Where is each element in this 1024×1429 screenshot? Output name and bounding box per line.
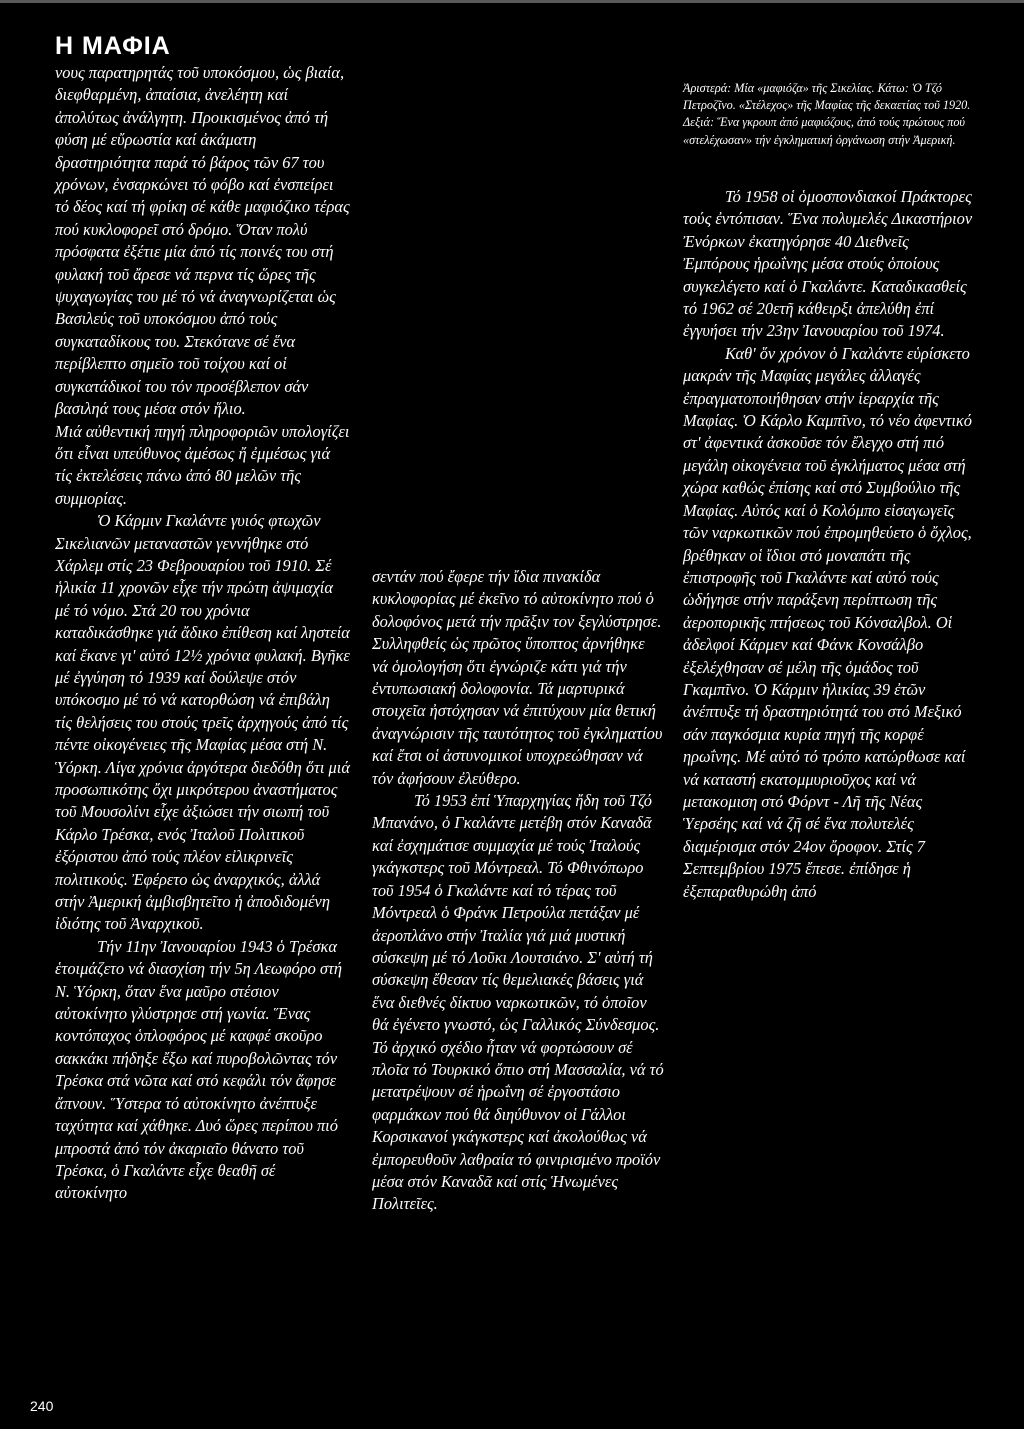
top-rule xyxy=(0,0,1024,3)
article-column-3 xyxy=(683,186,975,903)
paragraph: Τό 1953 ἐπί Ὑπαρχηγίας ἤδη τοῦ Τζό Μπανάνο, ὁ Γκαλάντε μετέβη στόν Καναδᾶ καί ἐσχημάτισε συμμαχία μέ τούς Ἰταλούς γκάγκστερς τοῦ Μόντρεαλ. Τό Φθινόπωρο τοῦ 1954 ὁ Γκαλάντε καί τό τέρας τοῦ Μόντρεαλ ὁ Φράνκ Πετρούλα πετάξαν μέ ἀεροπλάνο στήν Ἰταλία γιά μιά μυστική σύσκεψη μέ τό Λοῦκι Λουτσιάνο. Σ' αὐτή τή σύσκεψη ἔθεσαν τίς θεμελιακές βάσεις γιά ἕνα διεθνές δίκτυο ναρκωτικῶν, τό ὁποῖον θά ἐγένετο γνωστό, ὡς Γαλλικός Σύνδεσμος. Τό ἀρχικό σχέδιο ἦταν νά φορτώσουν σέ πλοῖα τό Τουρκικό ὄπιο στή Μασσαλία, νά τό μετατρέψουν σέ ἡρωΐνη σέ ἐργοστάσιο φαρμάκων πού θά διηύθυνον οἱ Γάλλοι Κορσικανοί γκάγκστερς καί ἀκολούθως νά ἐμπορευθοῦν λαθραία τό φινιρισμένο προϊόν μέσα στόν Καναδᾶ καί στίς Ἡνωμένες Πολιτεῖες. xyxy=(372,791,664,1214)
page-number: 240 xyxy=(30,1398,54,1414)
photo-caption: Ἀριστερά: Μία «μαφιόζα» τῆς Σικελίας. Κάτω: Ὁ Τζό Πετροζῖνο. «Στέλεχος» τῆς Μαφίας τῆς δεκαετίας τοῦ 1920. Δεξιά: Ἕνα γκρουπ ἀπό μαφιόζους, ἀπό τούς πρώτους πού «στελέχωσαν» τήν ἐγκληματική ὀργάνωση στήν Ἀμερική. xyxy=(683,81,971,147)
paragraph: Τό 1958 οἱ ὁμοσπονδιακοί Πράκτορες τούς ἐντόπισαν. Ἕνα πολυμελές Δικαστήριον Ἐνόρκων ἐκατηγόρησε 40 Διεθνεῖς Ἐμπόρους ἡρωΐνης μέσα στούς ὁποίους συγκελέγετο καί ὁ Γκαλάντε. Καταδικασθείς τό 1962 σέ 20ετῆ κάθειρξι ἀπελύθη ἐπί ἐγγυήσει τήν 23ην Ἰανουαρίου τοῦ 1974. xyxy=(683,187,973,341)
article-column-1 xyxy=(55,62,351,1205)
paragraph: Μιά αὐθεντική πηγή πληροφοριῶν υπολογίζει ὅτι εἶναι υπεύθυνος ἀμέσως ἤ ἐμμέσως γιά τίς ἐκτελέσεις πάνω ἀπό 80 μελῶν τῆς συμμορίας. xyxy=(55,421,350,508)
paragraph: Τήν 11ην Ἰανουαρίου 1943 ὁ Τρέσκα ἑτοιμάζετο νά διασχίση τήν 5η Λεωφόρο στή Ν. Ὑόρκη, ὅταν ἕνα μαῦρο στέσιον αὐτοκίνητο γλύστρησε στή γωνία. Ἕνας κοντόπαχος ὁπλοφόρος μέ καφφέ σκοῦρο σακκάκι πήδηξε ἔξω καί πυροβολῶντας τόν Τρέσκα στά νῶτα καί στό κεφάλι τόν ἄφησε ἄπνουν. Ὕστερα τό αὐτοκίνητο ἀνέπτυξε ταχύτητα καί χάθηκε. Δυό ὥρες περίπου πιό μπροστά ἀπό τόν ἀκαριαῖο θάνατο τοῦ Τρέσκα, ὁ Γκαλάντε εἶχε θεαθῆ σέ αὐτοκίνητο xyxy=(55,936,343,1203)
section-title: Η ΜΑΦΙΑ xyxy=(55,32,171,60)
paragraph: Καθ' ὅν χρόνον ὁ Γκαλάντε εὑρίσκετο μακράν τῆς Μαφίας μεγάλες ἀλλαγές ἐπραγματοποιήθησαν στήν ἱεραρχία τῆς Μαφίας. Ὁ Κάρλο Καμπῖνο, τό νέο ἀφεντικό στ' ἀφεντικά ἀσκοῦσε τόν ἔλεγχο στή πιό μεγάλη οἰκογένεια τοῦ ἐγκλήματος μέσα στή χώρα καθώς ἐπίσης καί στό Συμβούλιο τῆς Μαφίας. Αὐτός καί ὁ Κολόμπο εἰσαγωγεῖς τῶν ναρκωτικῶν πού ἐπρομηθεύετο ὁ ὄχλος, βρέθηκαν οἱ ἴδιοι στό μοναπάτι τῆς ἐπιστροφῆς τοῦ Γκαλάντε καί αὐτό τούς ὡδήγησε στήν παράξενη περίπτωση τῆς ἀεροπορικῆς πτήσεως τοῦ Κόνσαλβολ. Οἱ ἀδελφοί Κάρμεν καί Φάνκ Κονσάλβο ἐξελέχθησαν σέ μέλη τῆς ὁμάδος τοῦ Γκαμπῖνο. Ὁ Κάρμιν ἡλικίας 39 ἐτῶν ἀνέπτυξε τή δραστηριότητά του στό Μεξικό σάν παγκόσμια κυρία πηγή τῆς κορφέ ηρωΐνης. Μέ αὐτό τό τρόπο κατώρθωσε καί νά καταστή εκατομμυριοῦχος καί νά μετακομιση στό Φόρντ - Λῆ τῆς Νέας Ὑερσέης καί νά ζῆ σέ ἕνα πολυτελές διαμέρισμα στόν 24ον ὄροφον. Στίς 7 Σεπτεμβρίου 1975 ἔπεσε. ἐπίδησε ἡ ἐξεπαραθυρώθη ἀπό xyxy=(683,343,972,901)
paragraph: Ὁ Κάρμιν Γκαλάντε γυιός φτωχῶν Σικελιανῶν μεταναστῶν γεννήθηκε στό Χάρλεμ στίς 23 Φεβρουαρίου τοῦ 1910. Σέ ἡλικία 11 χρονῶν εἶχε τήν πρώτη ἀψιμαχία μέ τό νόμο. Στά 20 του χρόνια καταδικάσθηκε γιά ἄδικο ἐπίθεση καί ληστεία καί ἔκανε γι' αὐτό 12½ χρόνια φυλακή. Βγῆκε μέ ἐγγύηση τό 1939 καί δούλεψε στόν υπόκοσμο μέ τό νά κατορθώση νά ἐπιβάλη τίς θελήσεις του στούς τρεῖς ἀρχηγούς ἀπό τίς πέντε οἰκογένειες τῆς Μαφίας μέσα στή Ν. Ὑόρκη. Λίγα χρόνια ἀργότερα διεδόθη ὅτι μιά προσωπικότης ὄχι μικρότερου ἀναστήματος τοῦ Μουσολίνι εἶχε ἀξιώσει τήν σιωπή τοῦ Κάρλο Τρέσκα, ενός Ἰταλοῦ Πολιτικοῦ ἐξόριστου ἀπό τούς πλέον εἰλικρινεῖς πολιτικούς. Ἐφέρετο ὡς ἀναρχικός, ἀλλά στήν Ἀμερική ἀμβισβητεῖτο ἡ ἀποδιδομένη ἰδιότης τοῦ Ἀναρχικοῦ. xyxy=(55,511,350,934)
paragraph: σεντάν πού ἔφερε τήν ἴδια πινακίδα κυκλοφορίας μέ ἐκεῖνο τό αὐτοκίνητο πού ὁ δολοφόνος μετά τήν πρᾶξιν τον ξεγλύστρησε. Συλληφθείς ὡς πρῶτος ὕποπτος ἀρνήθηκε νά ὁμολογήση ὅτι ἐγνώριζε κάτι γιά τήν ἐντυπωσιακή δολοφονία. Τά μαρτυρικά στοιχεῖα ἠστόχησαν νά ἐπιτύχουν μία θετική ἀναγνώρισιν τῆς ταυτότητος τοῦ ἐγκληματίου καί ἔτσι οἱ ἀστυνομικοί υποχρεώθησαν νά τόν ἀφήσουν ἐλεύθερο. xyxy=(372,567,663,788)
paragraph: νους παρατηρητάς τοῦ υποκόσμου, ὡς βιαία, διεφθαρμένη, ἀπαίσια, ἀνελέητη καί ἀπολύτως ἀνάλγητη. Προικισμένος ἀπό τή φύση μέ εὔρωστία καί ἀκάματη δραστηριότητα παρά τό βάρος τῶν 67 του χρόνων, ἐνσαρκώνει τό φόβο καί ἐνσπείρει τό δέος καί τή φρίκη σέ κάθε μαφιόζικο τέρας πού κυκλοφορεῖ στό δρόμο. Ὅταν πολύ πρόσφατα ἐξέτιε μία ἀπό τίς ποινές του στή φυλακή τοῦ ἄρεσε νά περνα τίς ὥρες τῆς ψυχαγωγίας του μέ τό νά ἀναγνωρίζεται ὡς Βασιλεύς τοῦ υποκόσμου ἀπό τούς συγκαταδίκους του. Στεκότανε σέ ἕνα περίβλεπτο σημεῖο τοῦ τοίχου καί οἱ συγκατάδικοί του τόν προσέβλεπον σάν βασιληά τους μέσα στόν ἥλιο. xyxy=(55,63,350,419)
article-column-2 xyxy=(372,566,664,1216)
